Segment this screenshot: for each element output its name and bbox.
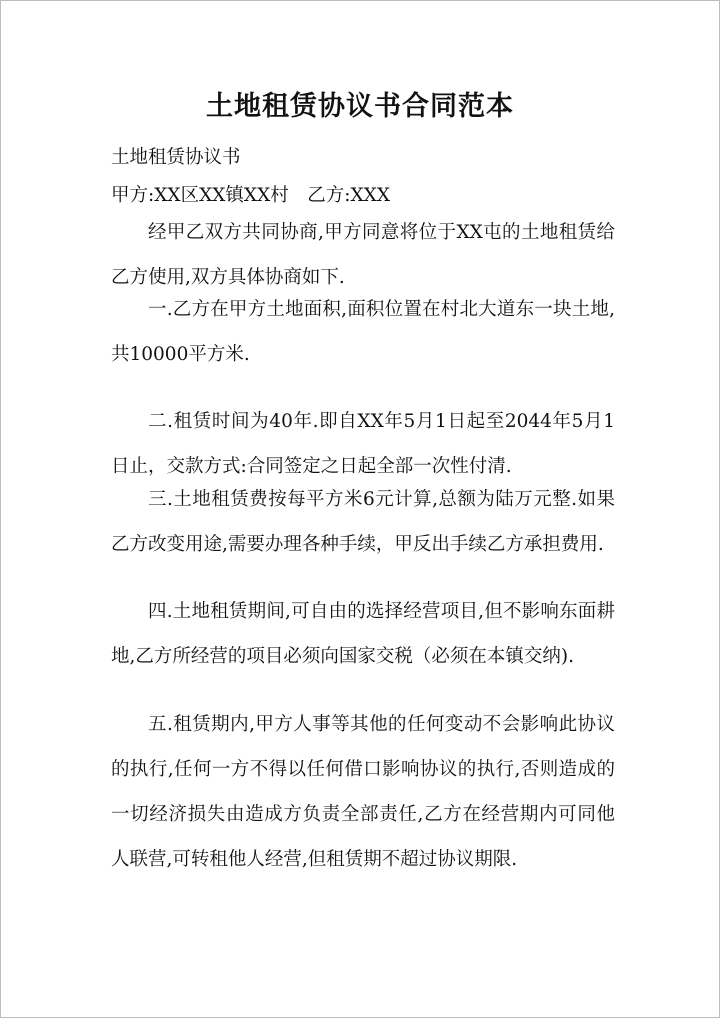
parties-line: 甲方:XX区XX镇XX村 乙方:XXX bbox=[111, 185, 391, 206]
paragraph-clause-5: 五.租赁期内,甲方人事等其他的任何变动不会影响此协议的执行,任何一方不得以任何借口影响协议的执行,否则造成的一切经济损失由造成方负责全部责任,乙方在经营期内可同他人联营,可转租他人经营,但租赁期不超过协议期限. bbox=[111, 714, 615, 870]
paragraph-clause-1: 一.乙方在甲方土地面积,面积位置在村北大道东一块土地,共10000平方米. bbox=[111, 299, 615, 365]
document-subtitle: 土地租赁协议书 bbox=[111, 147, 241, 168]
document-title: 土地租赁协议书合同范本 bbox=[206, 91, 514, 122]
paragraph-intro: 经甲乙双方共同协商,甲方同意将位于XX屯的土地租赁给乙方使用,双方具体协商如下. bbox=[111, 222, 615, 288]
paragraph-clause-4: 四.土地租赁期间,可自由的选择经营项目,但不影响东面耕地,乙方所经营的项目必须向国家交税（必须在本镇交纳). bbox=[111, 601, 615, 667]
paragraph-clause-3: 三.土地租赁费按每平方米6元计算,总额为陆万元整.如果乙方改变用途,需要办理各种手续，甲反出手续乙方承担费用. bbox=[111, 489, 615, 555]
paragraph-clause-2: 二.租赁时间为40年.即自XX年5月1日起至2044年5月1日止，交款方式:合同签定之日起全部一次性付清. bbox=[111, 411, 615, 477]
